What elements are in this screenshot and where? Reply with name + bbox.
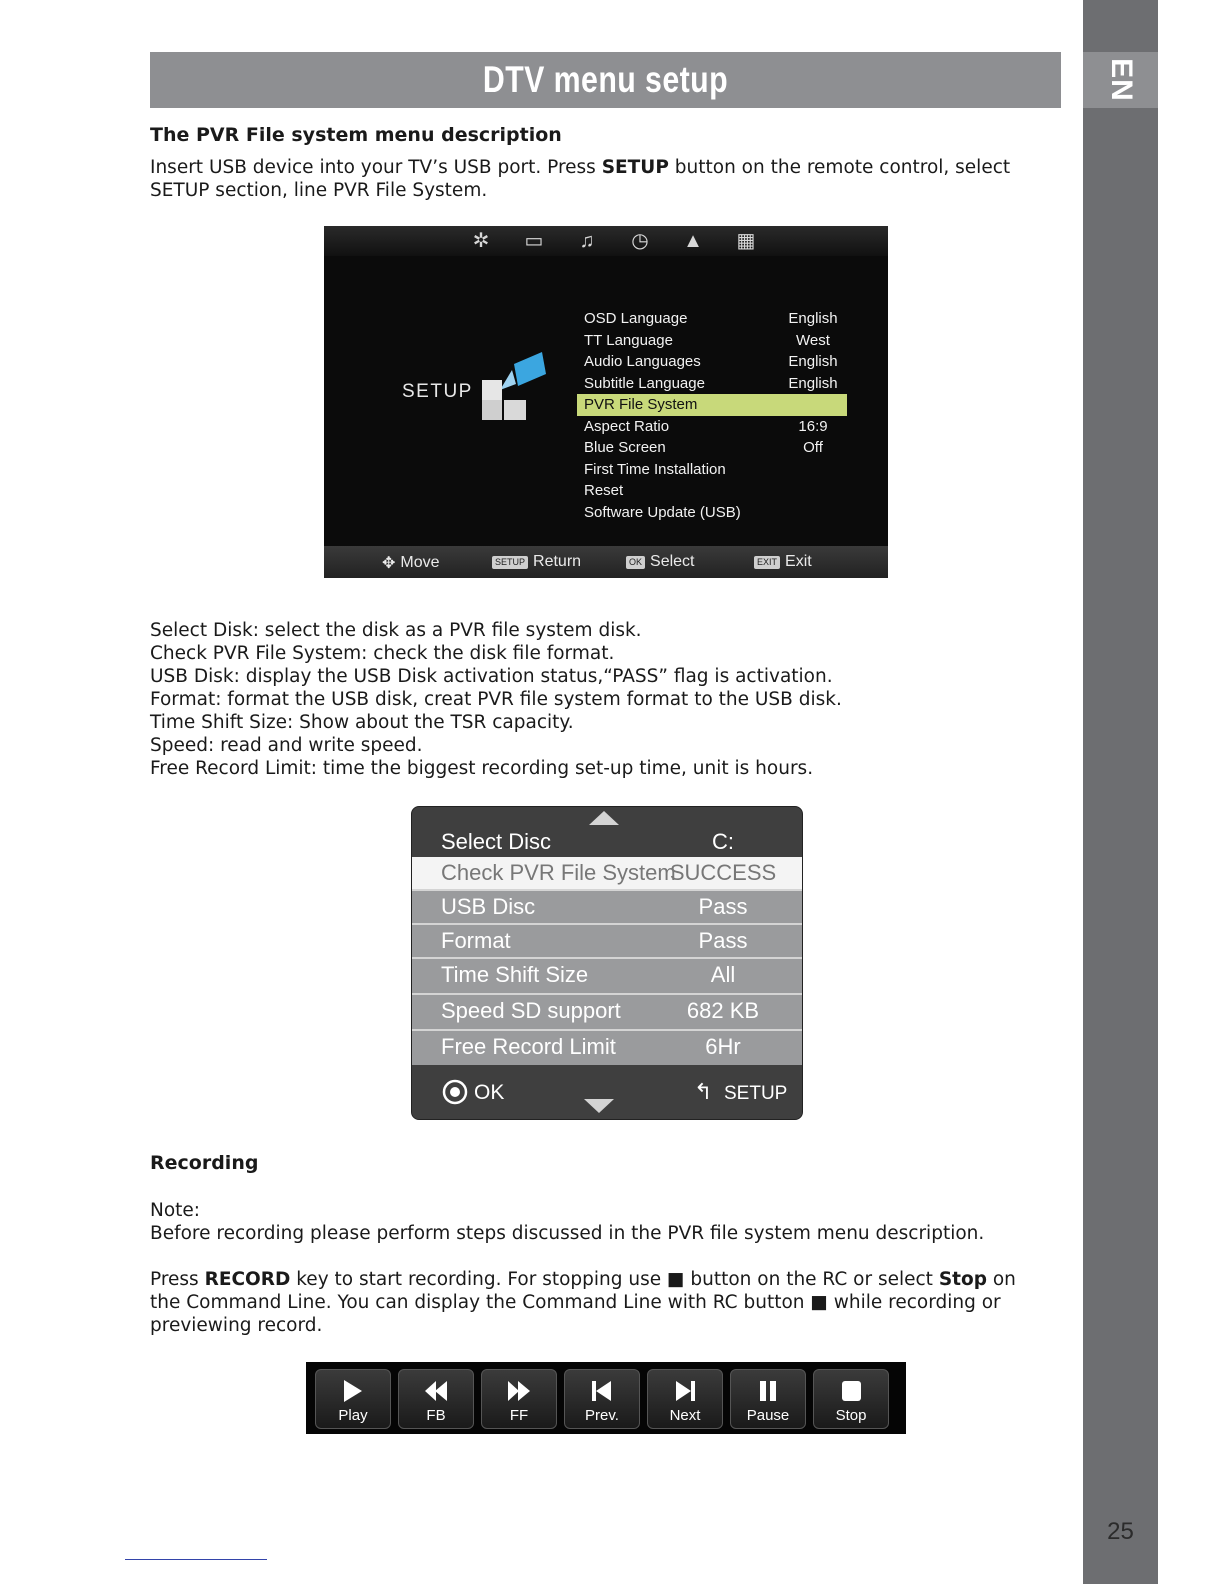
command-button-label: Play: [338, 1407, 368, 1424]
setup-menu-item[interactable]: [577, 351, 847, 373]
page-title: DTV menu setup: [482, 59, 729, 100]
gear-icon[interactable]: ✲: [472, 230, 490, 252]
description-line: USB Disk: display the USB Disk activation status,“PASS” flag is activation.: [150, 666, 833, 687]
intro-bold: SETUP: [601, 157, 669, 178]
next-icon: [672, 1378, 698, 1404]
record-key-text: RECORD: [204, 1269, 291, 1290]
scroll-down-arrow-icon[interactable]: [584, 1099, 614, 1113]
setup-item-label: PVR File System: [584, 396, 698, 413]
setup-item-value: Off: [803, 439, 823, 456]
setup-item-label: TT Language: [584, 331, 673, 349]
pvr-row-label: Time Shift Size: [441, 962, 589, 987]
fast-forward-icon: [506, 1378, 532, 1404]
footer-divider: [125, 1559, 267, 1560]
command-button-label: FF: [509, 1407, 529, 1424]
command-line-bar: [306, 1362, 906, 1434]
pvr-menu-row[interactable]: [412, 923, 802, 959]
description-line: Time Shift Size: Show about the TSR capacity.: [150, 712, 574, 733]
pvr-menu-row[interactable]: [412, 957, 802, 993]
setup-item-label: Audio Languages: [584, 353, 701, 370]
music-icon[interactable]: ♫: [579, 230, 595, 252]
pvr-menu-row[interactable]: [412, 1029, 802, 1065]
setup-menu-footer: [324, 546, 888, 578]
setup-item-value: 16:9: [798, 417, 828, 435]
note-label: Note:: [150, 1200, 201, 1221]
lock-icon[interactable]: ▲: [683, 230, 703, 252]
pvr-row-value: Pass: [698, 894, 748, 919]
setup-menu-item[interactable]: [577, 416, 847, 438]
pvr-row-value: 6Hr: [705, 1034, 741, 1059]
pvr-menu-row[interactable]: [412, 993, 802, 1029]
description-list: [150, 619, 1050, 780]
monitor-icon[interactable]: ▭: [524, 230, 544, 252]
setup-menu-list: [577, 308, 847, 523]
setup-item-label: Subtitle Language: [584, 374, 705, 392]
setup-item-label: OSD Language: [584, 310, 688, 327]
exit-label: Exit: [785, 553, 812, 570]
recording-paragraph: [150, 1268, 1030, 1337]
setup-item-value: English: [788, 353, 838, 370]
pvr-row-value: C:: [712, 829, 734, 854]
command-button-label: Prev.: [585, 1407, 619, 1424]
language-tab: [1083, 52, 1158, 108]
ok-key-icon: OK: [626, 556, 645, 569]
pvr-setup-label[interactable]: SETUP: [724, 1083, 788, 1104]
footer-return[interactable]: [492, 553, 581, 571]
setup-menu-screen: [324, 226, 888, 578]
setup-item-label: Reset: [584, 482, 624, 499]
intro-text-1: Insert USB device into your TV’s USB port. Press: [150, 157, 602, 178]
footer-exit[interactable]: [754, 553, 812, 571]
page-number: 25: [1107, 1518, 1134, 1545]
pvr-row-value: All: [710, 962, 736, 987]
setup-item-label: Blue Screen: [584, 439, 666, 456]
command-button[interactable]: [813, 1369, 889, 1429]
pvr-menu-row[interactable]: [412, 889, 802, 925]
pvr-row-label: Speed SD support: [441, 998, 621, 1023]
intro-paragraph: [150, 156, 1050, 202]
rec-text-3: on the Command Line. You can display the Command Line with RC button ■ while recording or previewing record.: [150, 1269, 1016, 1336]
header-bar: [150, 52, 1061, 108]
pvr-ok-label[interactable]: OK: [474, 1081, 505, 1104]
setup-menu-item[interactable]: [577, 502, 847, 524]
pvr-row-value: Pass: [698, 928, 748, 953]
pvr-row-label: Check PVR File System: [441, 860, 676, 885]
setup-menu-item[interactable]: [577, 394, 847, 416]
command-button-label: Pause: [746, 1407, 790, 1424]
setup-item-value: English: [788, 374, 838, 392]
description-line: Free Record Limit: time the biggest recording set-up time, unit is hours.: [150, 758, 814, 779]
setup-label: SETUP: [402, 381, 473, 402]
note-text: Before recording please perform steps discussed in the PVR file system menu description.: [150, 1223, 985, 1244]
setup-menu-item[interactable]: [577, 437, 847, 459]
command-button-label: Stop: [835, 1407, 867, 1424]
pvr-panel-footer: [412, 1065, 802, 1119]
stop-text: Stop: [938, 1269, 987, 1290]
select-label: Select: [650, 553, 695, 570]
pvr-row-label: USB Disc: [441, 894, 536, 919]
pvr-row-label: Select Disc: [441, 829, 552, 854]
setup-item-label: Aspect Ratio: [584, 417, 670, 435]
clock-icon[interactable]: ◷: [631, 230, 649, 252]
footer-select[interactable]: [626, 553, 694, 571]
setup-item-label: Software Update (USB): [584, 503, 741, 521]
setup-menu-item[interactable]: [577, 330, 847, 352]
footer-move: [382, 553, 440, 573]
play-icon: [340, 1378, 366, 1404]
description-line: Format: format the USB disk, creat PVR file system format to the USB disk.: [150, 689, 842, 710]
exit-key-icon: EXIT: [754, 556, 780, 569]
side-bar: [1083, 0, 1158, 1584]
description-line: Select Disk: select the disk as a PVR file system disk.: [150, 620, 642, 641]
setup-logo-icon: [478, 350, 550, 422]
intro-text-2: button on the remote control, select SETUP section, line PVR File System.: [150, 157, 1011, 201]
pvr-menu-row[interactable]: [412, 857, 802, 889]
section-heading-pvr: The PVR File system menu description: [150, 124, 562, 146]
return-label: Return: [533, 553, 582, 570]
ok-circle-icon: [442, 1079, 468, 1105]
scroll-up-arrow-icon[interactable]: [589, 811, 619, 825]
section-heading-recording: Recording: [150, 1152, 259, 1174]
setup-menu-item[interactable]: [577, 308, 847, 330]
stop-icon: [838, 1378, 864, 1404]
command-button[interactable]: [730, 1369, 806, 1429]
menu-icons: [469, 230, 758, 252]
pvr-row-label: Format: [441, 928, 511, 953]
command-button[interactable]: [647, 1369, 723, 1429]
rewind-icon: [423, 1378, 449, 1404]
language-label: EN: [1104, 58, 1138, 102]
command-button[interactable]: [564, 1369, 640, 1429]
command-button[interactable]: [398, 1369, 474, 1429]
description-line: Speed: read and write speed.: [150, 735, 423, 756]
command-button-label: Next: [669, 1407, 701, 1424]
return-arrow-icon: ↰: [694, 1079, 713, 1104]
setup-menu-item[interactable]: [577, 459, 847, 481]
command-button-label: FB: [426, 1407, 446, 1424]
move-icon: ✥: [382, 555, 396, 572]
command-button[interactable]: [315, 1369, 391, 1429]
pause-icon: [755, 1378, 781, 1404]
pvr-row-value: 682 KB: [686, 998, 760, 1023]
setup-item-value: West: [796, 331, 830, 349]
setup-item-label: First Time Installation: [584, 460, 726, 478]
grid-icon[interactable]: ▦: [736, 230, 756, 252]
move-label: Move: [400, 554, 440, 571]
description-line: Check PVR File System: check the disk file format.: [150, 643, 615, 664]
setup-item-value: English: [788, 310, 838, 327]
setup-menu-item[interactable]: [577, 373, 847, 395]
rec-text-1: Press: [150, 1269, 205, 1290]
setup-menu-item[interactable]: [577, 480, 847, 502]
previous-icon: [589, 1378, 615, 1404]
pvr-row-value: SUCCESS: [669, 860, 777, 885]
pvr-row-label: Free Record Limit: [441, 1034, 616, 1059]
pvr-file-system-panel: [411, 806, 803, 1120]
pvr-menu-row[interactable]: [412, 827, 802, 857]
command-button[interactable]: [481, 1369, 557, 1429]
rec-text-2: key to start recording. For stopping use ■ button on the RC or select: [290, 1269, 939, 1290]
setup-key-icon: SETUP: [492, 556, 528, 569]
